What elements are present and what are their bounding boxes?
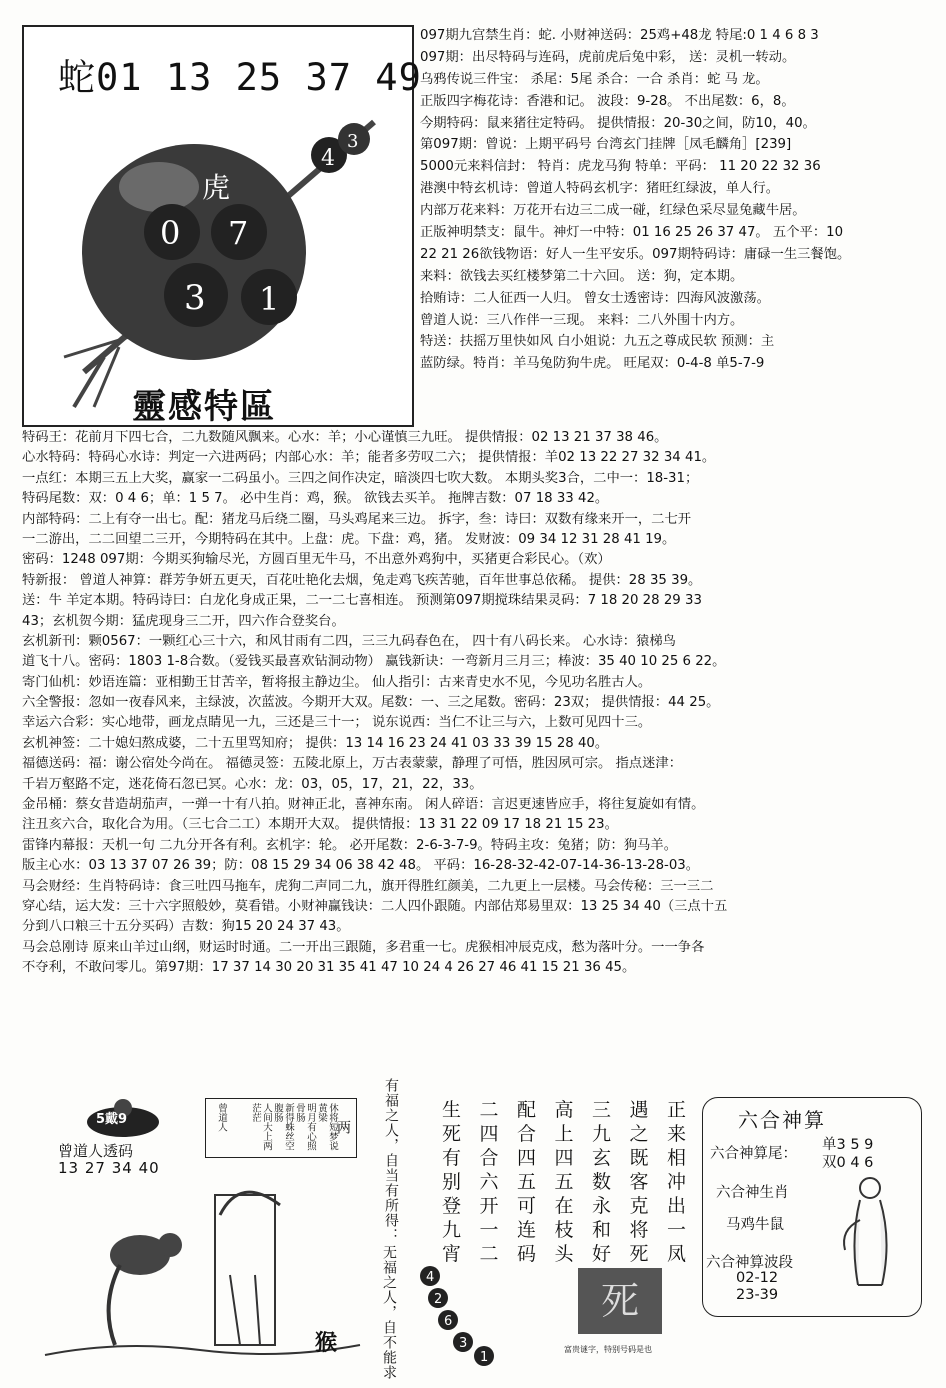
stone-char: 虎 [202, 171, 231, 204]
right-text-line: 内部万花来料：万花开右边三二成一碰，红绿色采尽显兔藏牛居。 [420, 203, 806, 219]
right-text-line: 5000元来料信封： 特肖：虎龙马狗 特单：平码： 11 20 22 32 36 [420, 159, 821, 175]
poem-grid-cell: 正 [666, 1099, 686, 1121]
poem-grid-cell: 四 [479, 1123, 499, 1145]
poem-grid-cell: 来 [666, 1123, 686, 1145]
liuhe-wave-1: 23-39 [736, 1287, 779, 1303]
full-text-line: 送：牛 羊定本期。特码诗曰：白龙化身成正果，二一二七喜相连。 预测第097期搅珠结果灵码：7 18 20 28 29 33 [22, 593, 702, 609]
poem-grid-cell: 永 [591, 1195, 611, 1217]
picture-box [22, 25, 422, 427]
liuhe-tail-label: 六合神算尾： [710, 1146, 797, 1162]
poem-grid-cell: 码 [516, 1243, 536, 1265]
liuhe-zodiac-value: 马鸡牛鼠 [726, 1217, 784, 1233]
full-text-line: 马会总刚诗 原来山羊过山纲，财运时时通。二一开出三跟随，多君重一七。虎猴相冲辰克戍，愁为落叶分。一一争各 [22, 939, 705, 955]
liuhe-wave-values [736, 1270, 778, 1304]
poem-box-title: 两 [335, 1120, 351, 1134]
right-text-line: 港澳中特玄机诗：曾道人特码玄机字：猪旺红绿波，单人行。 [420, 181, 780, 197]
right-text-line: 特送：扶摇万里快如风 白小姐说：九五之尊成民软 预测：主 [420, 334, 775, 350]
poem-grid-cell: 枝 [554, 1219, 574, 1241]
deity-figure-illustration [830, 1170, 910, 1290]
poem-grid-cell: 别 [441, 1171, 461, 1193]
poem-grid-cell: 玄 [591, 1147, 611, 1169]
stone-number-1: 7 [228, 214, 249, 252]
stick-number-0: 4 [321, 146, 335, 171]
poem-grid-cell: 五 [516, 1171, 536, 1193]
tiezi-label: 曾道人透码 [58, 1142, 134, 1160]
poem-grid-cell: 三 [591, 1099, 611, 1121]
full-text-line: 特新报： 曾道人神算：群芳争妍五更天，百花吐艳化去烟，兔走鸡飞疾苦驰，百年世事总依稀。 提供：28 35 39。 [22, 572, 702, 588]
number-ball-label: 2 [434, 1292, 443, 1307]
full-text-line: 千岩万壑路不定，迷花倚石忽已冥。心水：龙：03，05，17，21，22，33。 [22, 776, 483, 792]
poem-grid-cell: 客 [629, 1171, 649, 1193]
poem-grid-cell: 凤 [666, 1243, 686, 1265]
full-text-line: 43；玄机贺今期：猛虎现身三二开，四六作合登奖台。 [22, 613, 345, 629]
number-balls [418, 1262, 518, 1367]
poem-grid-cell: 之 [629, 1123, 649, 1145]
full-text-line: 穿心结，运大发：三十六字照般妙，莫看错。小财神赢钱诀：二人四仆跟随。内部估郑易里双：13 25 34 40（三点十五 [22, 898, 728, 914]
poem-grid-cell: 二 [479, 1099, 499, 1121]
poem-grid-cell: 数 [591, 1171, 611, 1193]
poem-grid-cell: 五 [554, 1171, 574, 1193]
poem-grid-cell: 六 [479, 1171, 499, 1193]
right-text-line: 正版神明禁支：鼠牛。神灯一中特：01 16 25 26 37 47。 五个平：10 [420, 225, 844, 241]
number-ball-label: 4 [426, 1270, 435, 1285]
monkey-char: 猴 [315, 1330, 338, 1356]
poem-grid-cell: 在 [554, 1195, 574, 1217]
right-text-line: 今期特码：鼠来猪往定特码。 提供情报：20-30之间，防10，40。 [420, 115, 816, 131]
poem-grid-cell: 一 [666, 1219, 686, 1241]
full-text-line: 玄机新刊：颗0567：一颗红心三十六，和风甘雨有二四，三三九码春色在， 四十有八码长来。 心水诗：猿梯鸟 [22, 633, 676, 649]
right-text-line: 097期：出尽特码与连码，虎前虎后兔中彩， 送：灵机一转动。 [420, 49, 796, 65]
liuhe-zodiac-label: 六合神生肖 [716, 1185, 789, 1201]
poem-col-1: 明月有心照骨肠 [294, 1103, 316, 1151]
full-text-line: 道飞十八。密码：1803 1-8合数。（爱钱买最喜欢钻洞动物） 赢钱新诀：一弯新月三月三；棒波：35 40 10 25 6 22。 [22, 654, 726, 670]
liuhe-wave-label: 六合神算波段 [706, 1255, 793, 1271]
poem-grid-cell: 将 [629, 1219, 649, 1241]
liuhe-tail-values [822, 1136, 873, 1172]
stone-number-0: 0 [160, 214, 181, 252]
number-ball-label: 1 [480, 1350, 489, 1365]
poem-grid-cell: 有 [441, 1147, 461, 1169]
full-text-line: 密码：1248 097期：今期买狗输尽光，方圆百里无牛马，不出意外鸡狗中，买猪更合彩民心。（欢） [22, 552, 611, 568]
slogan-col-1: 有福之人，自当有所得： [383, 1078, 399, 1243]
liuhe-wave-0: 02-12 [736, 1270, 779, 1286]
poem-grid-cell: 配 [516, 1099, 536, 1121]
poem-grid-cell: 头 [554, 1243, 574, 1265]
poem-grid-cell: 九 [441, 1219, 461, 1241]
tiezi-numbers: 13 27 34 40 [58, 1159, 160, 1177]
poem-grid-cell: 二 [479, 1243, 499, 1265]
poem-col-2: 新得蛛丝空腹肠 [272, 1103, 294, 1151]
full-text-line: 注丑亥六合，取化合为用。（三七合二工）本期开大双。 提供情报：13 31 22 09 17 18 21 15 23。 [22, 817, 618, 833]
right-text-line: 乌鸦传说三件宝： 杀尾：5尾 杀合：一合 杀肖：蛇 马 龙。 [420, 71, 769, 87]
poem-grid-cell: 相 [666, 1147, 686, 1169]
poem-grid-cell: 死 [441, 1123, 461, 1145]
liuhe-tail-even: 双0 4 6 [822, 1155, 874, 1171]
poem-grid-cell: 生 [441, 1099, 461, 1121]
poem-grid-cell: 上 [554, 1123, 574, 1145]
poem-grid-cell: 连 [516, 1219, 536, 1241]
medal-text: 5戴9 [96, 1112, 128, 1127]
poem-grid-cell: 克 [629, 1195, 649, 1217]
poem-grid-cell: 既 [629, 1147, 649, 1169]
full-text-line: 不夺利，不敢问零儿。第97期：17 37 14 30 20 31 35 41 47 10 24 4 26 27 46 41 15 21 36 45。 [22, 960, 636, 976]
poem-grid-cell: 冲 [666, 1171, 686, 1193]
stone-number-2: 3 [184, 278, 206, 318]
poem-col-4: 曾道人 [216, 1103, 227, 1132]
full-text-block [22, 428, 926, 979]
picture-label: 靈感特區 [132, 387, 276, 427]
stone-number-3: 1 [259, 280, 280, 318]
full-text-line: 分到八口粮三十五分买码）吉数：狗15 20 24 37 43。 [22, 919, 350, 935]
poem-grid-cell: 高 [554, 1099, 574, 1121]
poem-grid-cell: 九 [591, 1123, 611, 1145]
full-text-line: 福德送码：福：谢公宿处今尚在。 福德灵签：五陵北原上，万古表蒙蒙，静理了可悟，胜因夙可宗。 指点迷津： [22, 756, 682, 772]
right-text-line: 曾道人说：三八作伴一三现。 来料：二八外围十内方。 [420, 312, 744, 328]
right-text-line: 097期九宫禁生肖：蛇. 小财神送码：25鸡+48龙 特尾:0 1 4 6 8 3 [420, 28, 819, 43]
poem-grid-cell: 合 [516, 1123, 536, 1145]
poem-grid-cell: 可 [516, 1195, 536, 1217]
poem-col-3: 人间大上两茫茫 [250, 1103, 272, 1151]
number-ball-label: 3 [459, 1336, 468, 1351]
picture-title: 蛇01 13 25 37 49 [58, 56, 422, 99]
liuhe-tail-odd: 单3 5 9 [822, 1137, 874, 1153]
number-ball-label: 6 [444, 1314, 453, 1329]
full-text-line: 一点红：本期三五上大奖，赢家一二码虽小。三四之间作决定，暗淡四七吹大数。 本期头奖3合，二中一：18-31； [22, 470, 699, 486]
right-text-line: 正版四字梅花诗：香港和记。 波段：9-28。 不出尾数：6，8。 [420, 93, 795, 109]
full-text-line: 幸运六合彩：实心地带，画龙点睛见一九，三还是三十一； 说东说西：当仁不让三与六，上数可见四十三。 [22, 715, 652, 731]
full-text-line: 版主心水：03 13 37 07 26 39；防：08 15 29 34 06 38 42 48。 平码：16-28-32-42-07-14-36-13-28-03。 [22, 858, 700, 874]
right-text-line: 拾贿诗：二人征西一人归。 曾女士透密诗：四海风波激荡。 [420, 290, 770, 306]
riddle-caption: 富贵谜字，特别号码是也 [564, 1345, 652, 1354]
full-text-line: 特码王：花前月下四七合，二九数随风飘来。心水：羊；小心谨慎三九旺。 提供情报：02 13 21 37 38 46。 [22, 430, 668, 445]
full-text-line: 金吊桶：蔡女昔造胡茄声，一弹一十有八拍。财神正北，喜神东南。 闲人碎语：言迟更速皆应手，将往复旋如有情。 [22, 797, 705, 813]
right-text-block [420, 25, 925, 375]
poem-grid-cell: 好 [591, 1243, 611, 1265]
liuhe-title: 六合神算 [738, 1108, 826, 1132]
right-text-line: 第097期：曾说：上期平码号 台湾玄门挂牌［凤毛麟角］[239] [420, 137, 792, 153]
poem-grid-cell: 合 [479, 1147, 499, 1169]
slogan-col-2: 无福之人，自不能求 [381, 1245, 397, 1380]
right-text-line: 蓝防绿。特肖：羊马兔防狗牛虎。 旺尾双：0-4-8 单5-7-9 [420, 356, 765, 372]
full-text-line: 玄机神签：二十媳妇熬成婆，二十五里骂知府； 提供：13 14 16 23 24 41 03 33 39 15 28 40。 [22, 735, 609, 751]
poem-grid [434, 1098, 696, 1266]
poem-grid-cell: 和 [591, 1219, 611, 1241]
poem-grid-cell: 遇 [629, 1099, 649, 1121]
full-text-line: 马会财经：生肖特码诗：食三吐四马拖车，虎狗二声同二九，旗开得胜红颜美，二九更上一层楼。马会传秘：三一三二 [22, 878, 714, 894]
poem-grid-cell: 一 [479, 1219, 499, 1241]
full-text-line: 寄门仙机：妙语连篇：亚相勤王甘苦辛，暂将报主静边尘。 仙人指引：古来青史水不见，今见功名胜古人。 [22, 674, 652, 690]
full-text-line: 心水特码：特码心水诗：判定一六进两码；内部心水：羊；能者多劳叹二六； 提供情报：羊02 13 22 27 32 34 41。 [22, 450, 716, 466]
full-text-line: 六全警报：忽如一夜春风来，主绿波，次蓝波。今期开大双。尾数：一、三之尾数。密码：23双； 提供情报：44 25。 [22, 695, 720, 711]
poem-grid-cell: 死 [629, 1243, 649, 1265]
full-text-line: 一二游出，二二回望二三开，今期特码在其中。上盘：虎。下盘：鸡，猪。 发财波：09 34 12 31 28 41 19。 [22, 531, 676, 547]
poem-grid-cell: 宵 [441, 1243, 461, 1265]
poem-grid-cell: 登 [441, 1195, 461, 1217]
stick-number-1: 3 [347, 131, 359, 152]
right-text-line: 来料：欲钱去买红楼梦第二十六回。 送：狗，定本期。 [420, 268, 744, 284]
full-text-line: 内部特码：二上有夺一出七。配：猪龙马后绕二圈，马头鸡尾来三边。 拆字，叁：诗曰：双数有缘来开一，二七开 [22, 511, 692, 527]
stone-illustration [24, 27, 412, 425]
poem-grid-cell: 四 [516, 1147, 536, 1169]
poem-col-0: 休将短梦说黄梁 [316, 1103, 338, 1151]
right-text-line: 22 21 26欲钱物语：好人一生平安乐。097期特码诗：庸碌一生三餐饱。 [420, 246, 851, 262]
full-text-line: 特码尾数：双：0 4 6；单：1 5 7。 必中生肖：鸡，猴。 欲钱去买羊。 拖牌吉数：07 18 33 42。 [22, 491, 609, 507]
poem-grid-cell: 四 [554, 1147, 574, 1169]
riddle-char-box: 死 [578, 1268, 662, 1334]
full-text-line: 雷锋内幕报：天机一句 二九分开各有利。玄机字：轮。 必开尾数：2-6-3-7-9。特码主攻：兔猪；防：狗马羊。 [22, 837, 678, 853]
poem-grid-cell: 开 [479, 1195, 499, 1217]
poem-grid-cell: 出 [666, 1195, 686, 1217]
